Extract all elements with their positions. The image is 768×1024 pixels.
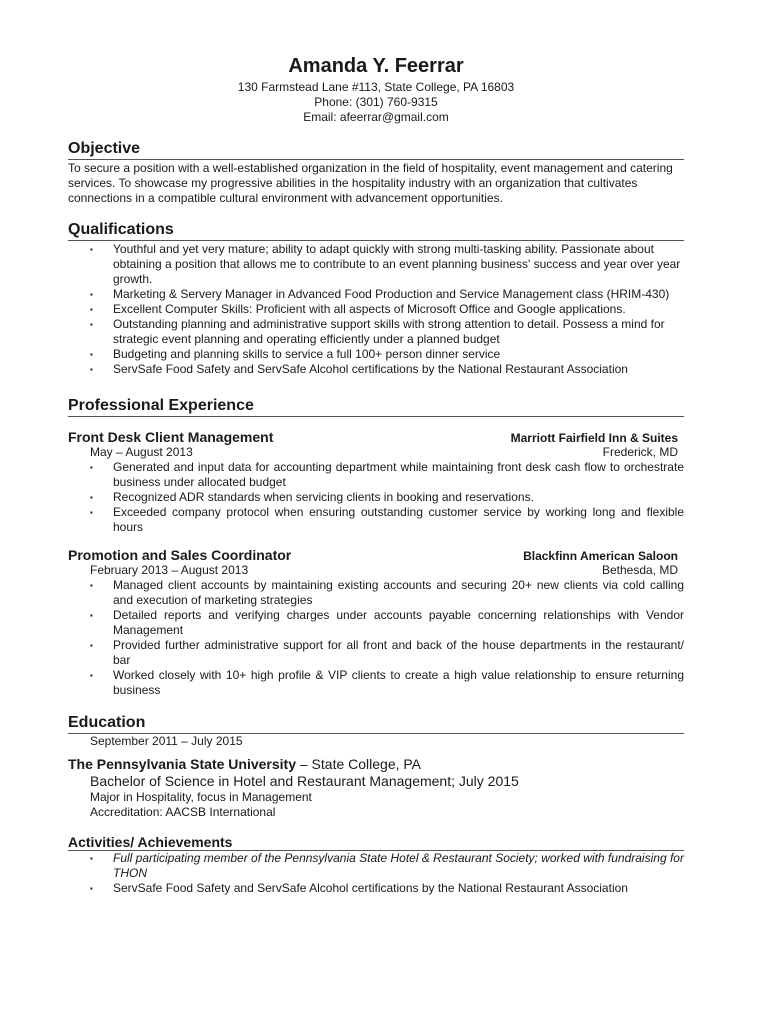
list-item: ▪ ServSafe Food Safety and ServSafe Alcohol certifications by the National Restaurant Association: [90, 362, 628, 376]
list-item: ▪ ServSafe Food Safety and ServSafe Alcohol certifications by the National Restaurant Association: [90, 881, 628, 895]
education-section: [68, 714, 684, 820]
objective-section: [68, 140, 684, 206]
job-entry: [68, 429, 684, 535]
activities-title: Activities/ Achievements: [68, 834, 684, 851]
bullet-icon: ▪: [90, 493, 93, 502]
bullet-icon: ▪: [90, 854, 93, 863]
list-item: ▪ Full participating member of the Pennsylvania State Hotel & Restaurant Society; worked with fundraising for THON: [90, 851, 684, 880]
major: Major in Hospitality, focus in Management: [90, 790, 312, 804]
job-duties: [68, 460, 684, 535]
bullet-icon: ▪: [90, 671, 93, 680]
bullet-icon: ▪: [90, 305, 93, 314]
qualifications-title: Qualifications: [68, 221, 684, 241]
bullet-icon: ▪: [90, 463, 93, 472]
bullet-icon: ▪: [90, 641, 93, 650]
job-dates: February 2013 – August 2013: [90, 563, 249, 577]
list-item: ▪ Marketing & Servery Manager in Advanced Food Production and Service Management class (HRIM-430): [90, 287, 670, 301]
employer: Marriott Fairfield Inn & Suites: [510, 431, 678, 445]
job-subheader: [68, 563, 684, 578]
job-title: Front Desk Client Management: [68, 429, 274, 445]
list-item: ▪ Detailed reports and verifying charges under accounts payable concerning relationships with Vendor Management: [90, 608, 684, 637]
university-location: – State College, PA: [295, 756, 422, 772]
list-item: ▪ Generated and input data for accounting department while maintaining front desk cash flow to orchestrate business under allocated budget: [90, 460, 684, 489]
bullet-icon: ▪: [90, 365, 93, 374]
phone: Phone: (301) 760-9315: [314, 95, 438, 109]
bullet-icon: ▪: [90, 350, 93, 359]
job-title: Promotion and Sales Coordinator: [68, 547, 292, 563]
job-location: Bethesda, MD: [601, 563, 678, 577]
qualifications-section: [68, 221, 684, 377]
bullet-icon: ▪: [90, 508, 93, 517]
bullet-icon: ▪: [90, 884, 93, 893]
experience-title: Professional Experience: [68, 397, 684, 417]
address: 130 Farmstead Lane #113, State College, PA 16803: [237, 80, 515, 94]
activities-list: [68, 851, 684, 896]
job-duties: [68, 578, 684, 698]
list-item: ▪ Provided further administrative support for all front and back of the house departments in the restaurant/ bar: [90, 638, 684, 667]
list-item: ▪ Excellent Computer Skills: Proficient with all aspects of Microsoft Office and Google applications.: [90, 302, 626, 316]
resume-header: [68, 54, 684, 125]
education-title: Education: [68, 714, 684, 734]
list-item: ▪ Budgeting and planning skills to service a full 100+ person dinner service: [90, 347, 501, 361]
job-header: [68, 547, 684, 563]
university-line: [68, 756, 684, 773]
job-location: Frederick, MD: [602, 445, 678, 459]
experience-section: [68, 397, 684, 698]
bullet-icon: ▪: [90, 245, 93, 254]
list-item: ▪ Managed client accounts by maintaining existing accounts and securing 20+ new clients via cold calling and execution of marketing strategies: [90, 578, 684, 607]
resume-page: [68, 54, 684, 896]
degree: Bachelor of Science in Hotel and Restaurant Management; July 2015: [90, 773, 519, 789]
list-item: ▪ Recognized ADR standards when servicing clients in booking and reservations.: [90, 490, 534, 504]
candidate-name: Amanda Y. Feerrar: [288, 55, 464, 77]
objective-text: To secure a position with a well-established organization in the field of hospitality, event management and catering services. To showcase my progressive abilities in the hospitality industry with an organization that cultivates connections in a compatible cultural environment with advancement opportunities.: [68, 161, 673, 205]
employer: Blackfinn American Saloon: [523, 549, 678, 563]
university-name: The Pennsylvania State University: [68, 756, 296, 772]
accreditation: Accreditation: AACSB International: [90, 805, 276, 819]
bullet-icon: ▪: [90, 611, 93, 620]
activities-section: [68, 834, 684, 896]
list-item: ▪ Worked closely with 10+ high profile & VIP clients to create a high value relationship to ensure returning business: [90, 668, 684, 697]
job-entry: [68, 547, 684, 698]
education-dates: September 2011 – July 2015: [90, 734, 243, 748]
bullet-icon: ▪: [90, 581, 93, 590]
qualifications-list: [68, 242, 684, 377]
bullet-icon: ▪: [90, 320, 93, 329]
list-item: ▪ Youthful and yet very mature; ability to adapt quickly with strong multi-tasking ability. Passionate about obtaining a position that allows me to contribute to an event planning business' success and year over year growth.: [90, 242, 681, 286]
bullet-icon: ▪: [90, 290, 93, 299]
list-item: ▪ Exceeded company protocol when ensuring outstanding customer service by working long and flexible hours: [90, 505, 684, 534]
job-header: [68, 429, 684, 445]
objective-title: Objective: [68, 140, 684, 160]
list-item: ▪ Outstanding planning and administrative support skills with strong attention to detail. Possess a mind for strategic event planning and operating efficiently under a planned budget: [90, 317, 665, 346]
job-subheader: [68, 445, 684, 460]
email: Email: afeerrar@gmail.com: [303, 110, 449, 124]
job-dates: May – August 2013: [90, 445, 193, 459]
